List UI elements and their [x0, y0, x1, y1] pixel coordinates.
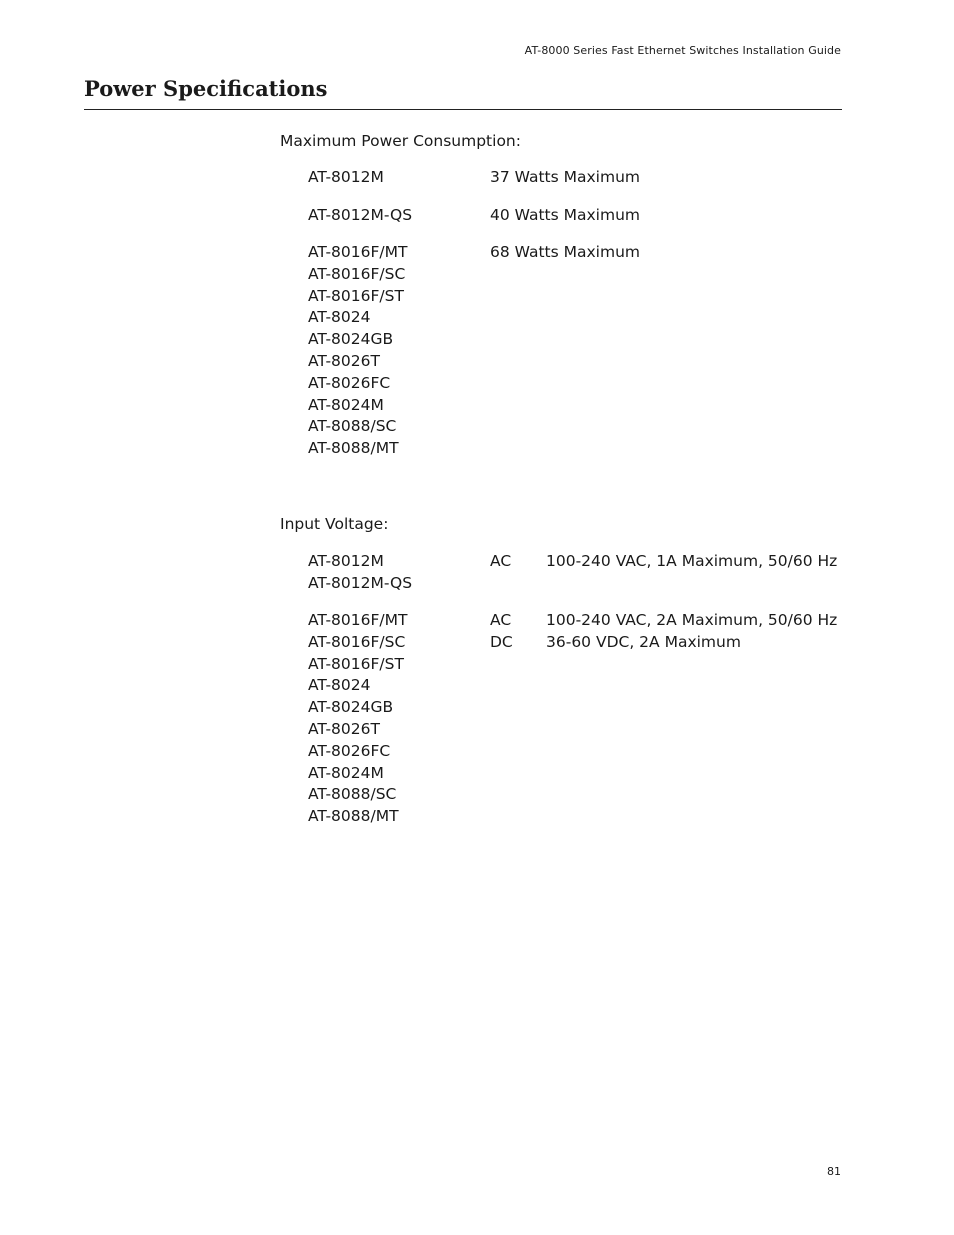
model-name: AT-8088/SC [308, 785, 397, 804]
model-name: AT-8016F/MT [308, 243, 408, 261]
model-name: AT-8026FC [308, 741, 391, 760]
power-value: 40 Watts Maximum [490, 206, 641, 224]
power-value: 68 Watts Maximum [490, 243, 641, 261]
running-header: AT-8000 Series Fast Ethernet Switches Installation Guide [524, 44, 841, 57]
voltage-spec: 36-60 VDC, 2A Maximum [546, 632, 741, 651]
model-name: AT-8012M [308, 552, 384, 570]
power-value: 37 Watts Maximum [490, 168, 641, 186]
model-list [308, 551, 412, 595]
page-number: 81 [827, 1165, 841, 1178]
model-name: AT-8026FC [308, 373, 391, 392]
model-name: AT-8016F/SC [308, 264, 406, 283]
model-name: AT-8016F/MT [308, 611, 408, 629]
voltage-spec: 100-240 VAC, 1A Maximum, 50/60 Hz [546, 552, 838, 570]
model-name: AT-8026T [308, 351, 380, 370]
model-name: AT-8024GB [308, 698, 394, 717]
model-name: AT-8088/SC [308, 417, 397, 436]
current-type: AC [490, 552, 512, 570]
model-name: AT-8012M-QS [308, 206, 413, 224]
model-name: AT-8026T [308, 719, 380, 738]
model-name: AT-8016F/ST [308, 286, 404, 305]
model-list [308, 610, 407, 828]
model-name: AT-8012M-QS [308, 573, 413, 592]
model-name: AT-8016F/SC [308, 632, 406, 651]
model-list [308, 242, 407, 460]
model-name: AT-8024 [308, 308, 371, 327]
input-voltage-label: Input Voltage: [280, 515, 389, 533]
model-name: AT-8024GB [308, 330, 394, 349]
model-name: AT-8088/MT [308, 807, 399, 826]
section-title: Power Specifications [84, 76, 328, 101]
model-list [308, 167, 384, 189]
model-list [308, 205, 412, 227]
current-type: AC [490, 611, 512, 629]
model-name: AT-8088/MT [308, 439, 399, 458]
power-consumption-label: Maximum Power Consumption: [280, 132, 521, 150]
model-name: AT-8016F/ST [308, 654, 404, 673]
section-rule [84, 109, 842, 110]
voltage-spec: 100-240 VAC, 2A Maximum, 50/60 Hz [546, 611, 838, 629]
model-name: AT-8012M [308, 168, 384, 186]
model-name: AT-8024 [308, 676, 371, 695]
current-type: DC [490, 632, 513, 651]
model-name: AT-8024M [308, 395, 384, 414]
model-name: AT-8024M [308, 763, 384, 782]
